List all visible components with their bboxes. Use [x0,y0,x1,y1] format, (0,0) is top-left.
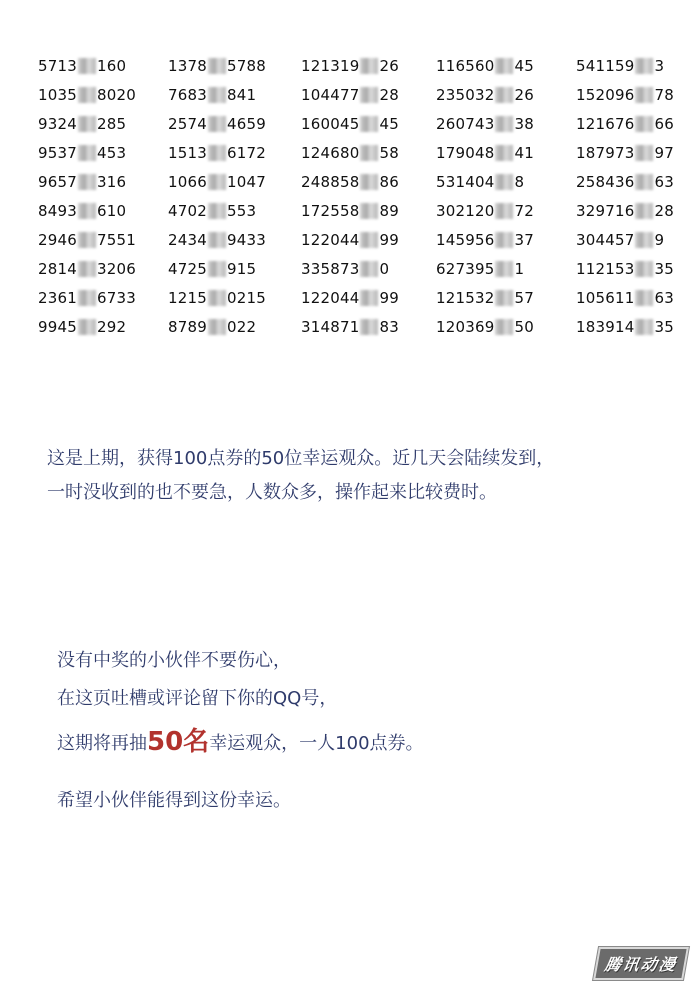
winner-id [301,230,399,250]
winner-id-prefix: 1066 [168,173,207,191]
winner-id-prefix: 172558 [301,202,360,220]
winner-id-suffix: 41 [514,144,534,162]
winner-id-suffix: 9 [654,231,665,249]
winner-id [38,114,126,134]
winner-id [168,317,256,337]
winner-id-suffix: 63 [654,173,674,191]
redaction-blur [360,261,378,277]
winner-id-suffix: 89 [379,202,399,220]
winner-id [436,288,534,308]
winner-id-prefix: 122044 [301,289,360,307]
winner-id-prefix: 2434 [168,231,207,249]
redaction-blur [78,116,96,132]
redaction-blur [360,87,378,103]
redaction-blur [78,290,96,306]
winner-id-prefix: 531404 [436,173,495,191]
winner-id-prefix: 145956 [436,231,495,249]
announcement-line-1: 这是上期，获得100点券的50位幸运观众。近几天会陆续发到， [47,448,555,469]
winner-id-prefix: 329716 [576,202,635,220]
winner-id-prefix: 124680 [301,144,360,162]
winner-id [436,85,534,105]
winner-id [168,56,266,76]
winner-id-suffix: 99 [379,289,399,307]
invitation-line-3 [57,718,424,766]
redaction-blur [78,232,96,248]
winner-id-suffix: 0215 [226,289,266,307]
winner-id [436,230,534,250]
winner-id-prefix: 2814 [38,260,77,278]
redaction-blur [78,145,96,161]
winner-id-suffix: 26 [379,57,399,75]
invitation-highlight: 50名 [147,727,210,757]
winner-id [301,172,399,192]
winner-id-suffix: 6733 [96,289,136,307]
winner-id-prefix: 627395 [436,260,495,278]
invitation-line-2: 在这页吐槽或评论留下你的QQ号， [57,688,338,709]
winner-id [576,56,664,76]
winner-id-suffix: 553 [226,202,257,220]
redaction-blur [360,116,378,132]
winner-id-prefix: 152096 [576,86,635,104]
winner-id-prefix: 121319 [301,57,360,75]
redaction-blur [495,116,513,132]
winner-id-prefix: 2361 [38,289,77,307]
redaction-blur [635,58,653,74]
redaction-blur [208,319,226,335]
winner-id [38,201,126,221]
redaction-blur [495,203,513,219]
winner-id-suffix: 4659 [226,115,266,133]
winner-id-suffix: 45 [379,115,399,133]
redaction-blur [635,174,653,190]
winner-id-suffix: 453 [96,144,127,162]
winner-id-prefix: 7683 [168,86,207,104]
winner-id [436,172,524,192]
winner-id-prefix: 260743 [436,115,495,133]
winner-id-suffix: 78 [654,86,674,104]
winner-id-prefix: 8493 [38,202,77,220]
winner-id-suffix: 5788 [226,57,266,75]
winner-id [168,143,266,163]
winner-id [301,85,399,105]
winner-id [576,201,674,221]
winner-id [576,259,674,279]
redaction-blur [78,87,96,103]
winner-id [38,230,136,250]
redaction-blur [208,145,226,161]
winner-id-prefix: 179048 [436,144,495,162]
winner-id-prefix: 116560 [436,57,495,75]
winner-id [436,317,534,337]
redaction-blur [208,58,226,74]
redaction-blur [208,203,226,219]
redaction-blur [208,116,226,132]
winner-id-suffix: 915 [226,260,257,278]
winner-id-suffix: 1 [514,260,525,278]
winner-id [301,201,399,221]
winner-id-prefix: 9945 [38,318,77,336]
winner-id-suffix: 292 [96,318,127,336]
announcement-paragraph [47,442,554,510]
winner-id-suffix: 1047 [226,173,266,191]
winner-id [436,114,534,134]
redaction-blur [635,290,653,306]
redaction-blur [360,290,378,306]
winner-id-prefix: 112153 [576,260,635,278]
redaction-blur [78,58,96,74]
winner-id-suffix: 285 [96,115,127,133]
redaction-blur [208,261,226,277]
winner-id-prefix: 4725 [168,260,207,278]
winner-id-prefix: 122044 [301,231,360,249]
winner-id-suffix: 316 [96,173,127,191]
winner-id-suffix: 6172 [226,144,266,162]
winner-id-prefix: 9657 [38,173,77,191]
winner-id-suffix: 8020 [96,86,136,104]
redaction-blur [360,203,378,219]
winner-id [38,56,126,76]
winner-id-suffix: 022 [226,318,257,336]
winner-id [576,114,674,134]
winner-id [38,172,126,192]
redaction-blur [360,58,378,74]
winner-id [301,317,399,337]
winner-id-suffix: 45 [514,57,534,75]
winner-id-prefix: 1378 [168,57,207,75]
winner-id-suffix: 7551 [96,231,136,249]
winner-id-prefix: 9537 [38,144,77,162]
winner-id-prefix: 1215 [168,289,207,307]
winner-id-prefix: 9324 [38,115,77,133]
winner-id-prefix: 104477 [301,86,360,104]
winner-id-prefix: 120369 [436,318,495,336]
winner-id [168,172,266,192]
winner-id-suffix: 37 [514,231,534,249]
winner-id-prefix: 235032 [436,86,495,104]
redaction-blur [208,232,226,248]
redaction-blur [495,58,513,74]
redaction-blur [495,232,513,248]
redaction-blur [635,232,653,248]
redaction-blur [635,145,653,161]
redaction-blur [495,261,513,277]
invitation-paragraph [57,642,424,766]
winner-id-prefix: 1035 [38,86,77,104]
redaction-blur [635,261,653,277]
winner-id-prefix: 121676 [576,115,635,133]
winner-id [576,85,674,105]
redaction-blur [635,116,653,132]
winner-id [168,85,256,105]
redaction-blur [78,319,96,335]
winner-id-prefix: 335873 [301,260,360,278]
winner-id-suffix: 8 [514,173,525,191]
redaction-blur [78,203,96,219]
winner-id [38,317,126,337]
redaction-blur [635,203,653,219]
winner-id [576,143,674,163]
winner-id-suffix: 28 [654,202,674,220]
winner-id-prefix: 304457 [576,231,635,249]
redaction-blur [495,174,513,190]
winner-id [168,288,266,308]
redaction-blur [360,174,378,190]
winner-id [436,143,534,163]
winner-id-prefix: 121532 [436,289,495,307]
redaction-blur [495,87,513,103]
winner-id-suffix: 3206 [96,260,136,278]
winner-id [38,143,126,163]
winner-id-suffix: 63 [654,289,674,307]
winner-id-prefix: 314871 [301,318,360,336]
winner-id-suffix: 610 [96,202,127,220]
winner-id [576,288,674,308]
redaction-blur [208,174,226,190]
winner-id-suffix: 28 [379,86,399,104]
winner-id-suffix: 66 [654,115,674,133]
winner-id [301,114,399,134]
winner-id [38,259,136,279]
winner-id [301,56,399,76]
winner-id-prefix: 4702 [168,202,207,220]
winner-id-suffix: 35 [654,260,674,278]
closing-line: 希望小伙伴能得到这份幸运。 [57,790,291,811]
redaction-blur [360,232,378,248]
winner-id [38,85,136,105]
winner-id-suffix: 83 [379,318,399,336]
winner-id-prefix: 2946 [38,231,77,249]
winner-id-prefix: 2574 [168,115,207,133]
winner-id-suffix: 99 [379,231,399,249]
winner-id [168,230,266,250]
winner-id [38,288,136,308]
redaction-blur [360,145,378,161]
winner-id [576,172,674,192]
winner-id-suffix: 58 [379,144,399,162]
redaction-blur [208,290,226,306]
winner-id [301,143,399,163]
winner-id-suffix: 26 [514,86,534,104]
redaction-blur [360,319,378,335]
winner-id-prefix: 258436 [576,173,635,191]
winner-id-suffix: 57 [514,289,534,307]
winner-id-suffix: 3 [654,57,665,75]
winner-id-suffix: 9433 [226,231,266,249]
winner-id-prefix: 8789 [168,318,207,336]
redaction-blur [495,145,513,161]
winner-id-prefix: 187973 [576,144,635,162]
winner-id [576,230,664,250]
winner-id-suffix: 72 [514,202,534,220]
winner-id [301,288,399,308]
winner-id-suffix: 86 [379,173,399,191]
winner-id [576,317,674,337]
winner-id [168,259,256,279]
winner-id-suffix: 38 [514,115,534,133]
redaction-blur [495,319,513,335]
winner-id [436,56,534,76]
winner-id-suffix: 35 [654,318,674,336]
winner-id-prefix: 1513 [168,144,207,162]
invitation-line-3-after: 幸运观众，一人100点券。 [209,733,424,754]
tencent-comic-logo: 腾讯动漫 [593,947,689,980]
winner-id-prefix: 105611 [576,289,635,307]
redaction-blur [635,87,653,103]
announcement-line-2: 一时没收到的也不要急，人数众多，操作起来比较费时。 [47,482,497,503]
winner-id-suffix: 0 [379,260,390,278]
winner-id [436,259,524,279]
winner-id-suffix: 841 [226,86,257,104]
winner-id-prefix: 302120 [436,202,495,220]
redaction-blur [635,319,653,335]
winner-id-prefix: 183914 [576,318,635,336]
winner-id [168,114,266,134]
winner-id [168,201,256,221]
winner-id-suffix: 50 [514,318,534,336]
winners-grid [38,56,674,346]
redaction-blur [78,174,96,190]
invitation-line-3-before: 这期将再抽 [57,733,147,754]
winner-id [301,259,389,279]
winner-id-suffix: 97 [654,144,674,162]
redaction-blur [208,87,226,103]
winner-id-prefix: 160045 [301,115,360,133]
winner-id [436,201,534,221]
invitation-line-1: 没有中奖的小伙伴不要伤心， [57,650,291,671]
winner-id-suffix: 160 [96,57,127,75]
winner-id-prefix: 248858 [301,173,360,191]
winner-id-prefix: 5713 [38,57,77,75]
redaction-blur [495,290,513,306]
redaction-blur [78,261,96,277]
winner-id-prefix: 541159 [576,57,635,75]
